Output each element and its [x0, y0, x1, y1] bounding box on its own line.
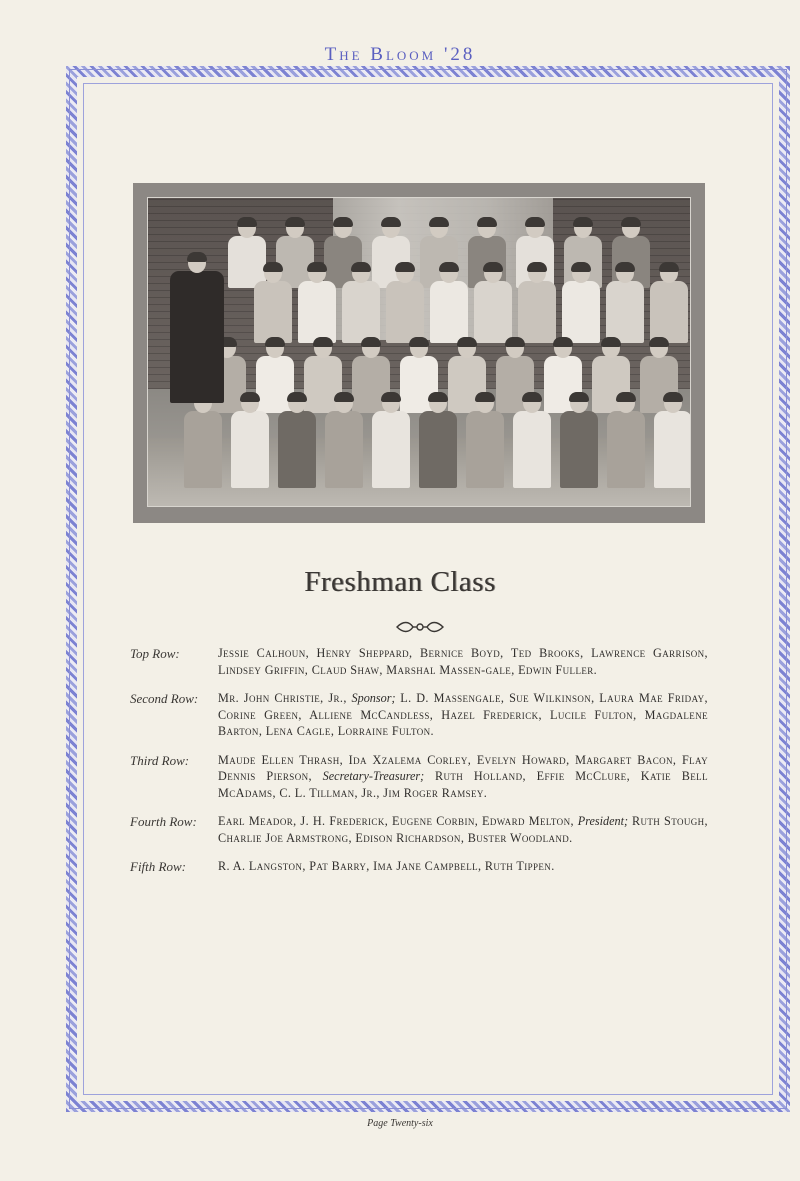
page-header: The Bloom '28 [324, 44, 476, 65]
names-after-role: Ruth Stough, Charlie Joe Armstrong, Edison Richardson, Buster Woodland. [218, 814, 708, 845]
photo-mount [133, 183, 705, 523]
student-figure [231, 393, 269, 488]
student-figure [184, 393, 222, 488]
roster-row-top [130, 645, 708, 678]
student-figure [386, 263, 424, 343]
row-names [218, 690, 708, 740]
student-figure [372, 393, 410, 488]
student-figure [606, 263, 644, 343]
student-figure [254, 263, 292, 343]
names-after-role: L. D. Massengale, Sue Wilkinson, Laura Mae Friday, Corine Green, Alliene McCandless, Hazel Frederick, Lucile Fulton, Magdalene Barton, Lena Cagle, Lorraine Fulton. [218, 691, 709, 738]
row-names [218, 752, 708, 802]
student-figure [430, 263, 468, 343]
row-label: Second Row: [130, 691, 199, 706]
row-names: R. A. Langston, Pat Barry, Ima Jane Campbell, Ruth Tippen. [218, 859, 555, 873]
student-figure [654, 393, 691, 488]
names-before-role: Earl Meador, J. H. Frederick, Eugene Corbin, Edward Melton, [218, 814, 574, 828]
roster-row-fourth [130, 813, 708, 846]
roster-row-second [130, 690, 708, 740]
row-label: Third Row: [130, 752, 190, 768]
role-title: Sponsor; [351, 691, 396, 705]
roster-row-fifth [130, 858, 708, 875]
student-figure [278, 393, 316, 488]
page-number: Page Twenty-six [367, 1118, 433, 1129]
row-names [218, 813, 708, 846]
roster-row-third [130, 752, 708, 802]
student-figure [518, 263, 556, 343]
flourish-ornament-icon [395, 620, 445, 634]
row-label: Fourth Row: [130, 814, 197, 829]
student-figure [562, 263, 600, 343]
class-roster [130, 645, 708, 887]
section-title: Freshman Class [304, 566, 496, 598]
names-before-role: Mr. John Christie, Jr., [218, 691, 347, 705]
sponsor-figure [170, 253, 224, 403]
student-figure [419, 393, 457, 488]
class-photograph [147, 197, 691, 507]
row-names: Jessie Calhoun, Henry Sheppard, Bernice Boyd, Ted Brooks, Lawrence Garrison, Lindsey Griffin, Claud Shaw, Marshal Massen-gale, Edwin Fuller. [218, 646, 708, 677]
row-label: Fifth Row: [130, 859, 186, 874]
row-label: Top Row: [130, 646, 180, 661]
role-title: Secretary-Treasurer; [322, 769, 425, 783]
student-figure [607, 393, 645, 488]
student-figure [466, 393, 504, 488]
student-figure [513, 393, 551, 488]
student-figure [560, 393, 598, 488]
student-figure [298, 263, 336, 343]
role-title: President; [577, 814, 629, 828]
names-after-role: Ruth Holland, Effie McClure, Katie Bell McAdams, C. L. Tillman, Jr., Jim Roger Ramsey. [218, 769, 708, 800]
names-before-role: Maude Ellen Thrash, Ida Xzalema Corley, Evelyn Howard, Margaret Bacon, Flay Dennis Pierson, [218, 752, 708, 783]
student-figure [474, 263, 512, 343]
student-figure [342, 263, 380, 343]
student-figure [650, 263, 688, 343]
student-figure [325, 393, 363, 488]
